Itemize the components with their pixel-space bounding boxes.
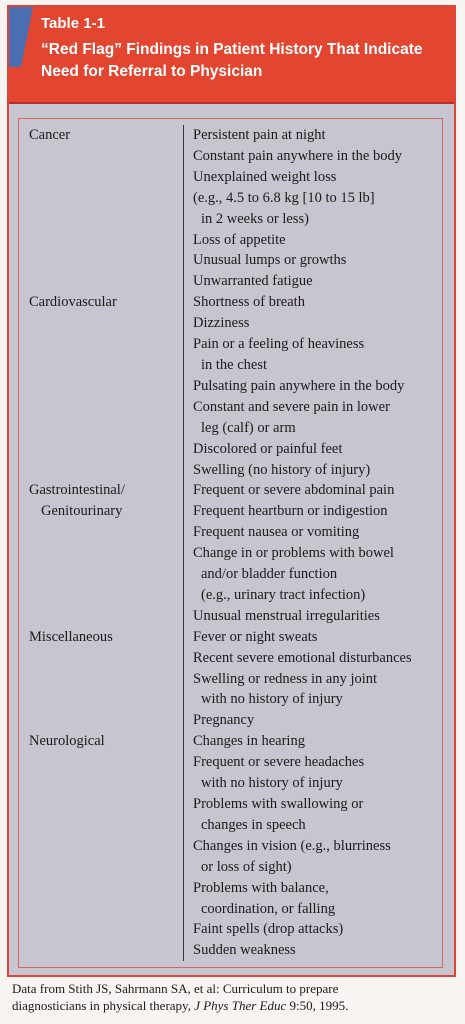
finding-item: Pulsating pain anywhere in the body [193,377,405,394]
finding-item: Dizziness [193,315,250,332]
finding-item: with no history of injury [201,775,343,792]
findings-cell [183,292,442,480]
findings-cell [183,125,442,292]
finding-item: (e.g., 4.5 to 6.8 kg [10 to 15 lb] [193,189,375,206]
finding-item: Shortness of breath [193,294,305,311]
category-cell [19,731,183,961]
findings-cell [183,480,442,626]
table-row [19,627,442,732]
finding-item: Constant pain anywhere in the body [193,147,402,164]
table-body [18,118,443,968]
category-cell [19,125,183,292]
finding-item: Swelling (no history of injury) [193,461,371,478]
finding-item: Pain or a feeling of heaviness [193,336,365,353]
table-row [19,292,442,480]
finding-item: Frequent or severe headaches [193,754,365,771]
finding-item: with no history of injury [201,691,343,708]
category-label: Genitourinary [41,503,123,520]
finding-item: changes in speech [201,816,306,833]
category-label: Cardiovascular [29,294,117,311]
table-label: Table 1-1 [41,15,105,32]
finding-item: and/or bladder function [201,566,338,583]
finding-item: Frequent nausea or vomiting [193,524,360,541]
finding-item: Sudden weakness [193,942,296,959]
finding-item: Changes in hearing [193,733,305,750]
finding-item: Unexplained weight loss [193,168,337,185]
finding-item: Recent severe emotional disturbances [193,649,412,666]
table-title-line-1: “Red Flag” Findings in Patient History That Indicate [41,41,423,58]
finding-item: Loss of appetite [193,231,286,248]
finding-item: coordination, or falling [201,900,336,917]
finding-item: Unusual menstrual irregularities [193,607,380,624]
findings-cell [183,731,442,961]
table-row [19,480,442,626]
finding-item: Swelling or redness in any joint [193,670,378,687]
category-cell [19,480,183,626]
source-note-prefix: diagnosticians in physical therapy, [12,998,195,1013]
finding-item: Changes in vision (e.g., blurriness [193,837,391,854]
table-title-line-2: Need for Referral to Physician [41,63,263,80]
header-text [41,15,444,83]
category-cell [19,627,183,732]
finding-item: Problems with balance, [193,879,329,896]
category-label: Miscellaneous [29,628,113,645]
source-note-line-2 [12,997,452,1014]
finding-item: in 2 weeks or less) [201,210,309,227]
finding-item: Persistent pain at night [193,127,326,143]
category-label: Cancer [29,127,71,143]
journal-title: J Phys Ther Educ [194,998,287,1013]
finding-item: Fever or night sweats [193,628,318,645]
finding-item: Faint spells (drop attacks) [193,921,344,938]
finding-item: Constant and severe pain in lower [193,398,390,415]
finding-item: in the chest [201,356,268,373]
source-note [12,980,452,1014]
table-header [9,7,454,104]
finding-item: Frequent heartburn or indigestion [193,503,388,520]
category-label: Neurological [29,733,105,750]
category-label: Gastrointestinal/ [29,482,125,499]
finding-item: leg (calf) or arm [201,419,296,436]
header-tab-decoration [9,7,33,67]
finding-item: Frequent or severe abdominal pain [193,482,395,499]
table-row [19,125,442,292]
finding-item: Change in or problems with bowel [193,545,394,562]
source-note-suffix: 9:50, 1995. [286,998,349,1013]
source-note-line-1: Data from Stith JS, Sahrmann SA, et al: Curriculum to prepare [12,981,339,996]
table-rows [19,125,442,961]
red-flag-table [7,5,456,977]
findings-cell [183,627,442,732]
finding-item: Pregnancy [193,712,255,729]
finding-item: or loss of sight) [201,858,292,875]
table-row [19,731,442,961]
category-cell [19,292,183,480]
finding-item: (e.g., urinary tract infection) [201,586,366,603]
finding-item: Unusual lumps or growths [193,252,347,269]
finding-item: Problems with swallowing or [193,796,364,812]
finding-item: Discolored or painful feet [193,440,343,457]
finding-item: Unwarranted fatigue [193,273,313,290]
table-title [41,39,444,83]
